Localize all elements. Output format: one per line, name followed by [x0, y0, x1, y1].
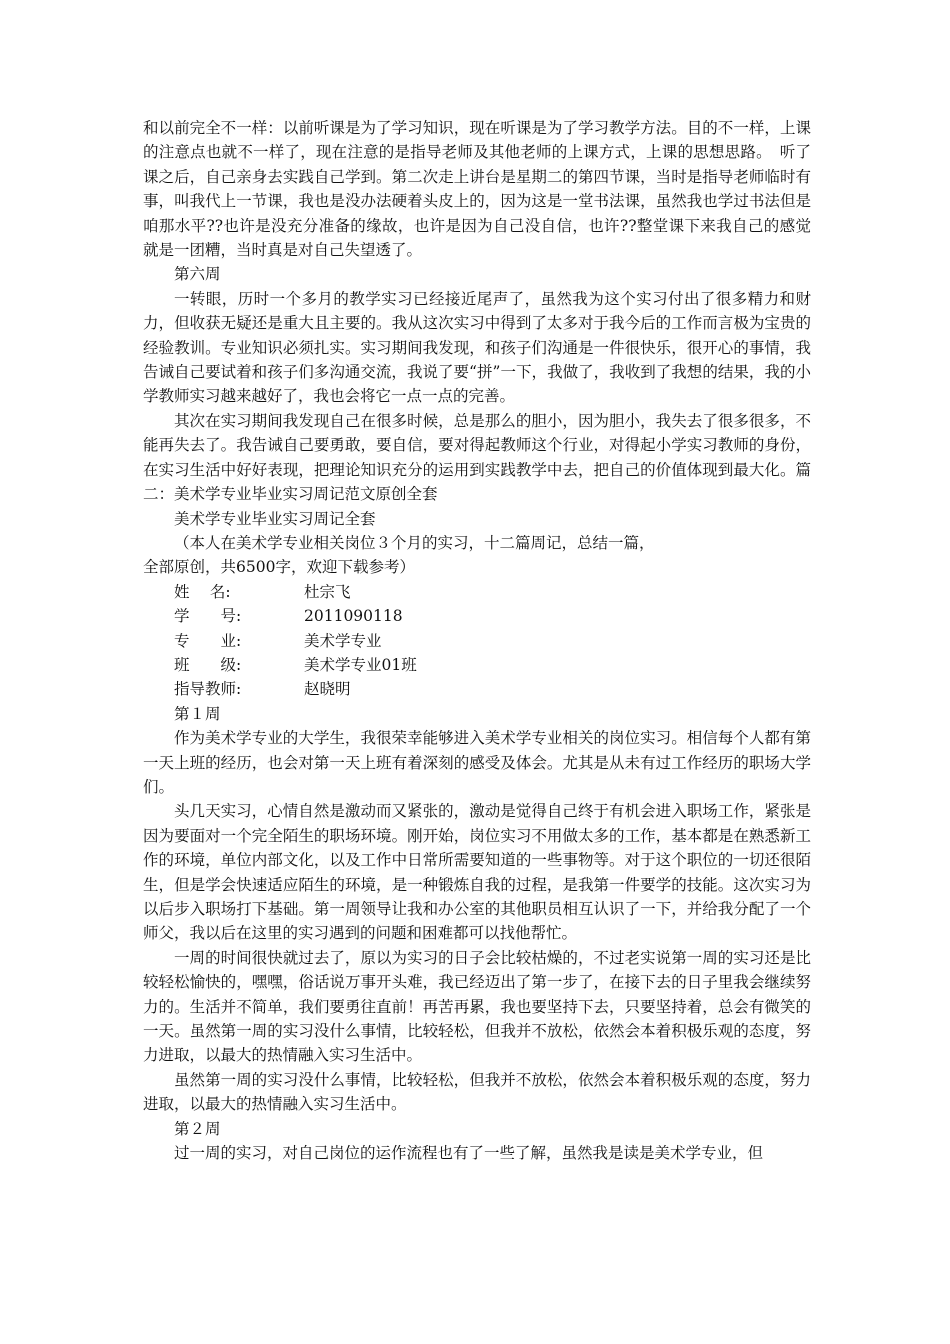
heading-week-2: 第２周	[174, 1119, 221, 1138]
info-id-value: 2011090118	[304, 607, 403, 626]
info-teacher	[143, 677, 811, 701]
document-page	[143, 116, 811, 1165]
info-major	[143, 629, 811, 653]
info-teacher-value: 赵晓明	[304, 680, 351, 699]
heading-week-6: 第六周	[174, 265, 221, 284]
info-class-label: 班 级:	[174, 655, 242, 674]
paragraph-week1-2: 头几天实习，心情自然是激动而又紧张的，激动是觉得自己终于有机会进入职场工作，紧张是因为要面对一个完全陌生的职场环境。刚开始，岗位实习不用做太多的工作，基本都是在熟悉新工作的环境，单位内部文化，以及工作中日常所需要知道的一些事物等。对于这个职位的一切还很陌生，但是学会快速适应陌生的环境，是一种锻炼自我的过程，是我第一件要学的技能。这次实习为以后步入职场打下基础。第一周领导让我和办公室的其他职员相互认识了一下，并给我分配了一个师父，我以后在这里的实习遇到的问题和困难都可以找他帮忙。	[143, 802, 811, 943]
heading-week-1: 第１周	[174, 704, 221, 723]
paragraph-week2-1: 过一周的实习，对自己岗位的运作流程也有了一些了解，虽然我是读是美术学专业，但	[174, 1144, 764, 1163]
info-class-value: 美术学专业01班	[304, 655, 417, 674]
paragraph-week1-1: 作为美术学专业的大学生，我很荣幸能够进入美术学专业相关的岗位实习。相信每个人都有第一天上班的经历，也会对第一天上班有着深刻的感受及体会。尤其是从未有过工作经历的职场大学们。	[143, 729, 811, 796]
paragraph-week1-3: 一周的时间很快就过去了，原以为实习的日子会比较枯燥的，不过老实说第一周的实习还是比较轻松愉快的，嘿嘿，俗话说万事开头难，我已经迈出了第一步了，在接下去的日子里我会继续努力的。生活并不简单，我们要勇往直前！再苦再累，我也要坚持下去，只要坚持着，总会有微笑的一天。虽然第一周的实习没什么事情，比较轻松，但我并不放松，依然会本着积极乐观的态度，努力进取，以最大的热情融入实习生活中。	[143, 948, 811, 1065]
paragraph-intro: 和以前完全不一样：以前听课是为了学习知识，现在听课是为了学习教学方法。目的不一样，上课的注意点也就不一样了，现在注意的是指导老师及其他老师的上课方式，上课的思想思路。 听了课之后，自己亲身去实践自己学到。第二次走上讲台是星期二的第四节课，当时是指导老师临时有事，叫我代上一节课，我也是没办法硬着头皮上的，因为这是一堂书法课，虽然我也学过书法但是咱那水平??也许是没充分准备的缘故，也许是因为自己没自信，也许??整堂课下来我自己的感觉就是一团糟，当时真是对自己失望透了。	[143, 119, 811, 260]
info-name-label: 姓 名:	[174, 582, 231, 601]
info-student-id	[143, 604, 811, 628]
set-note-line-1: （本人在美术学专业相关岗位３个月的实习，十二篇周记，总结一篇，	[174, 533, 655, 552]
paragraph-week6-1: 一转眼，历时一个多月的教学实习已经接近尾声了，虽然我为这个实习付出了很多精力和财力，但收获无疑还是重大且主要的。我从这次实习中得到了太多对于我今后的工作而言极为宝贵的经验教训。专业知识必须扎实。实习期间我发现，和孩子们沟通是一件很快乐，很开心的事情，我告诫自己要试着和孩子们多沟通交流，我说了要“拼”一下，我做了，我收到了我想的结果，我的小学教师实习越来越好了，我也会将它一点一点的完善。	[143, 289, 811, 406]
set-title: 美术学专业毕业实习周记全套	[174, 509, 376, 528]
info-major-value: 美术学专业	[304, 631, 382, 650]
info-name	[143, 580, 811, 604]
info-teacher-label: 指导教师:	[174, 680, 242, 699]
info-class	[143, 653, 811, 677]
set-note-line-2: 全部原创，共6500字，欢迎下载参考）	[143, 558, 415, 577]
info-major-label: 专 业:	[174, 631, 242, 650]
info-id-label: 学 号:	[174, 607, 242, 626]
paragraph-week6-2: 其次在实习期间我发现自己在很多时候，总是那么的胆小，因为胆小，我失去了很多很多，不能再失去了。我告诫自己要勇敢，要自信，要对得起教师这个行业，对得起小学实习教师的身份，在实习生活中好好表现，把理论知识充分的运用到实践教学中去，把自己的价值体现到最大化。篇二：美术学专业毕业实习周记范文原创全套	[143, 411, 811, 504]
info-name-value: 杜宗飞	[304, 582, 351, 601]
paragraph-week1-4: 虽然第一周的实习没什么事情，比较轻松，但我并不放松，依然会本着积极乐观的态度，努力进取，以最大的热情融入实习生活中。	[143, 1070, 811, 1114]
